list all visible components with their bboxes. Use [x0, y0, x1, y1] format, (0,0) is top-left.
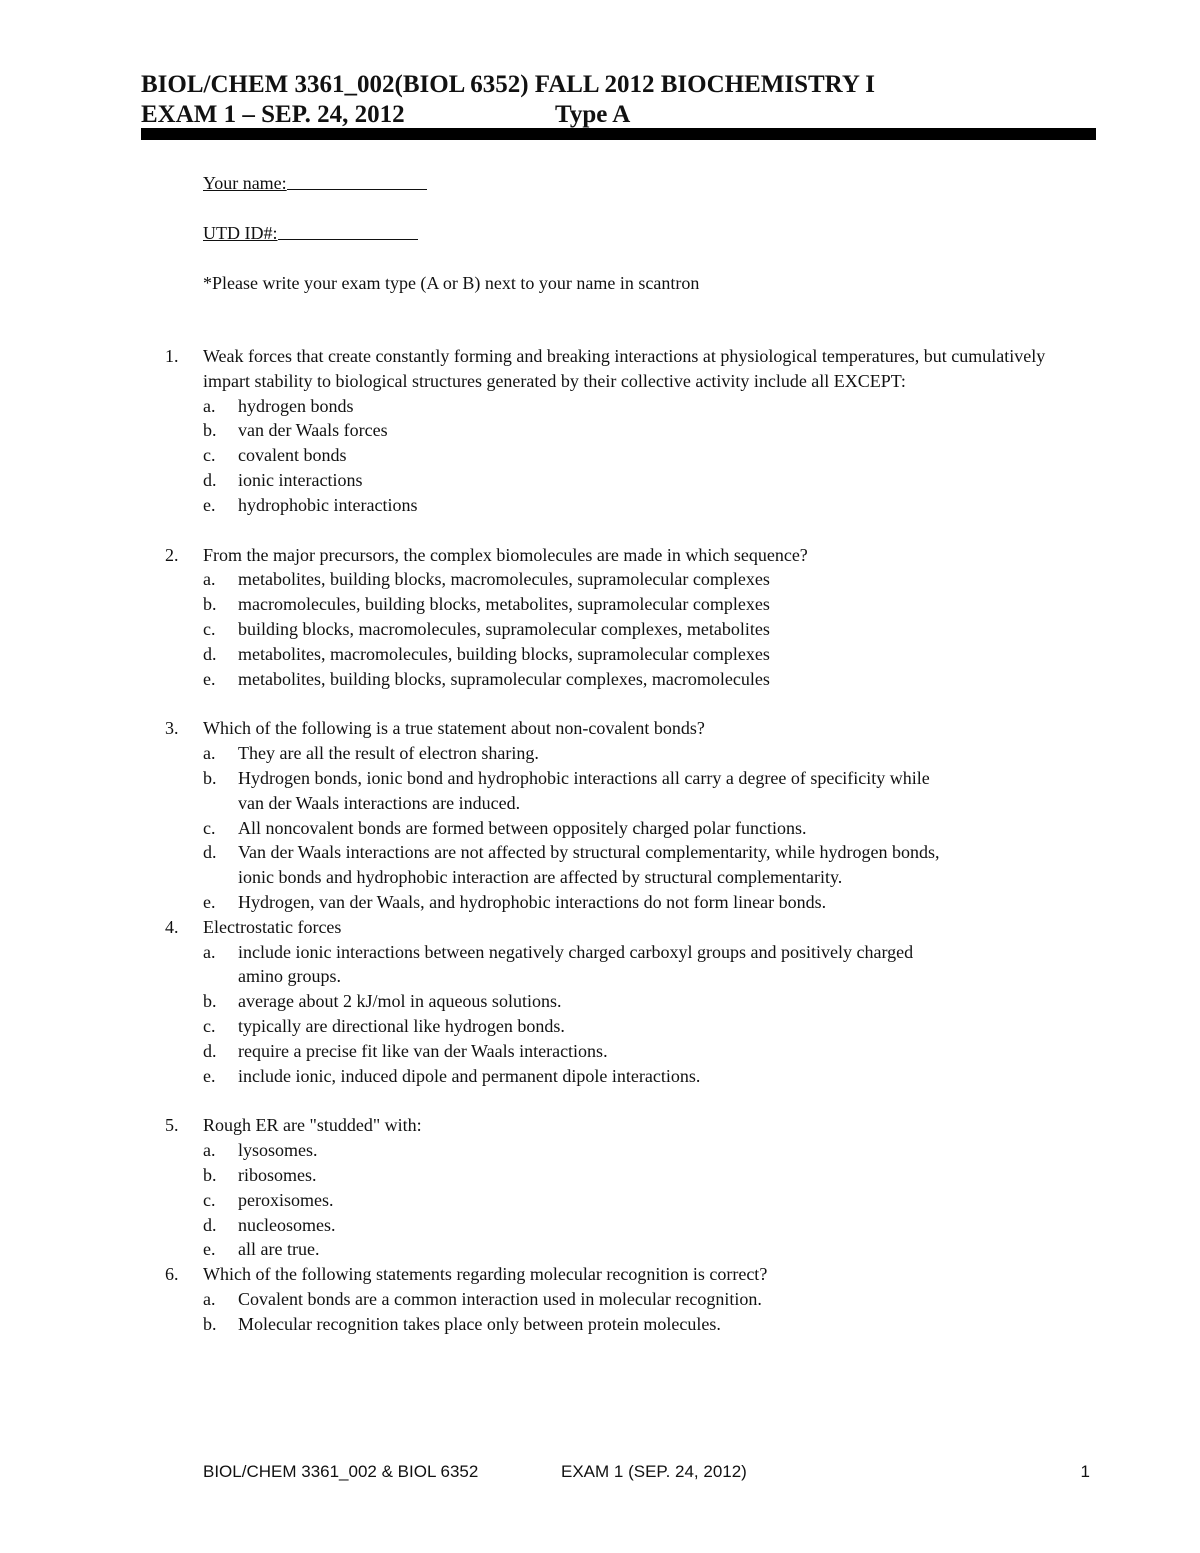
option — [203, 592, 1095, 617]
option-text: include ionic interactions between negatively charged carboxyl groups and positively charged amino groups. — [238, 941, 914, 987]
option-text: Molecular recognition takes place only between protein molecules. — [238, 1313, 721, 1334]
options — [203, 940, 1095, 1089]
option-text: All noncovalent bonds are formed between oppositely charged polar functions. — [238, 817, 807, 838]
exam-header — [141, 70, 1096, 130]
question-text: Weak forces that create constantly forming and breaking interactions at physiological temperatures, but cumulatively impart stability to biological structures generated by their collective activity include all EXCEPT: — [203, 346, 1046, 391]
option-text: macromolecules, building blocks, metabolites, supramolecular complexes — [238, 594, 770, 615]
option — [203, 890, 1095, 915]
option-text: nucleosomes. — [238, 1214, 336, 1235]
options — [203, 1138, 1095, 1262]
question-number: 4. — [165, 916, 179, 937]
option-text: Hydrogen bonds, ionic bond and hydrophobic interactions all carry a degree of specificity while van der Waals interactions are induced. — [238, 767, 930, 813]
question-text: Which of the following is a true statement about non-covalent bonds? — [203, 718, 705, 739]
option — [203, 1237, 1095, 1262]
option-letter: a. — [203, 1140, 216, 1161]
option-letter: c. — [203, 1015, 216, 1036]
option — [203, 1287, 1095, 1312]
option-text: metabolites, macromolecules, building blocks, supramolecular complexes — [238, 643, 770, 664]
page-number: 1 — [1080, 1462, 1090, 1481]
question-number: 2. — [165, 544, 179, 565]
option-letter: a. — [203, 1288, 216, 1309]
option — [203, 443, 1095, 468]
options — [203, 1287, 1095, 1337]
option-letter: e. — [203, 1065, 216, 1086]
option-text: lysosomes. — [238, 1140, 318, 1161]
option — [203, 840, 1095, 890]
option-text: all are true. — [238, 1239, 320, 1260]
option — [203, 1213, 1095, 1238]
option-text: building blocks, macromolecules, supramolecular complexes, metabolites — [238, 618, 770, 639]
options — [203, 741, 1095, 915]
id-blank[interactable] — [278, 221, 418, 240]
option-letter: a. — [203, 743, 216, 764]
question-4 — [165, 915, 1095, 1089]
header-rule — [141, 128, 1096, 140]
option-letter: d. — [203, 469, 217, 490]
option-text: Hydrogen, van der Waals, and hydrophobic interactions do not form linear bonds. — [238, 891, 827, 912]
question-number: 1. — [165, 346, 179, 366]
id-label: UTD ID#: — [203, 223, 278, 243]
option — [203, 989, 1095, 1014]
option-text: ionic interactions — [238, 469, 363, 490]
footer-exam: EXAM 1 (SEP. 24, 2012) — [561, 1462, 747, 1481]
options — [203, 567, 1095, 691]
question-number: 5. — [165, 1115, 179, 1136]
option — [203, 418, 1095, 443]
option — [203, 468, 1095, 493]
option — [203, 1039, 1095, 1064]
option — [203, 816, 1095, 841]
option-text: van der Waals forces — [238, 420, 388, 441]
option-letter: e. — [203, 1239, 216, 1260]
option-letter: c. — [203, 445, 216, 466]
option-letter: c. — [203, 618, 216, 639]
option — [203, 667, 1095, 692]
option-letter: d. — [203, 1040, 217, 1061]
question-1 — [165, 344, 1095, 518]
option-letter: e. — [203, 891, 216, 912]
question-text: Rough ER are "studded" with: — [203, 1115, 422, 1136]
option — [203, 766, 1095, 816]
question-list — [165, 344, 1095, 1336]
name-label: Your name: — [203, 173, 287, 193]
exam-date-line — [141, 100, 1096, 130]
question-text: Which of the following statements regarding molecular recognition is correct? — [203, 1264, 768, 1285]
option-letter: b. — [203, 1313, 217, 1334]
option — [203, 1138, 1095, 1163]
option-letter: b. — [203, 594, 217, 615]
course-title: BIOL/CHEM 3361_002(BIOL 6352) FALL 2012 BIOCHEMISTRY I — [141, 71, 875, 98]
exam-type-note: *Please write your exam type (A or B) next to your name in scantron — [203, 273, 700, 293]
option-text: hydrophobic interactions — [238, 494, 418, 515]
option-text: peroxisomes. — [238, 1189, 334, 1210]
option-text: include ionic, induced dipole and permanent dipole interactions. — [238, 1065, 701, 1086]
option-text: Covalent bonds are a common interaction used in molecular recognition. — [238, 1288, 762, 1309]
option-text: metabolites, building blocks, supramolecular complexes, macromolecules — [238, 668, 770, 689]
question-text: Electrostatic forces — [203, 916, 342, 937]
option-letter: d. — [203, 643, 217, 664]
option-text: covalent bonds — [238, 445, 347, 466]
id-field[interactable] — [203, 221, 427, 246]
name-field[interactable] — [203, 171, 427, 196]
option-letter: b. — [203, 767, 217, 788]
option — [203, 1188, 1095, 1213]
footer-course: BIOL/CHEM 3361_002 & BIOL 6352 — [203, 1462, 479, 1481]
name-blank[interactable] — [287, 171, 427, 190]
option-letter: b. — [203, 420, 217, 441]
option-letter: b. — [203, 1164, 217, 1185]
option — [203, 1064, 1095, 1089]
option-text: require a precise fit like van der Waals interactions. — [238, 1040, 608, 1061]
page-footer — [203, 1460, 1096, 1484]
question-6 — [165, 1262, 1095, 1336]
question-2 — [165, 543, 1095, 692]
option — [203, 1163, 1095, 1188]
option-letter: b. — [203, 991, 217, 1012]
student-fields — [203, 171, 427, 246]
option-text: average about 2 kJ/mol in aqueous solutions. — [238, 991, 562, 1012]
question-3 — [165, 716, 1095, 914]
question-5 — [165, 1113, 1095, 1262]
option — [203, 394, 1095, 419]
exam-date: EXAM 1 – SEP. 24, 2012 — [141, 101, 405, 128]
option-text: hydrogen bonds — [238, 395, 354, 416]
option-letter: a. — [203, 941, 216, 962]
option-letter: e. — [203, 494, 216, 515]
question-text: From the major precursors, the complex biomolecules are made in which sequence? — [203, 544, 808, 565]
option-text: metabolites, building blocks, macromolecules, supramolecular complexes — [238, 569, 770, 590]
exam-type: Type A — [555, 101, 631, 128]
option — [203, 1014, 1095, 1039]
option-text: ribosomes. — [238, 1164, 317, 1185]
option-letter: a. — [203, 395, 216, 416]
option — [203, 567, 1095, 592]
option-letter: d. — [203, 1214, 217, 1235]
option — [203, 642, 1095, 667]
option — [203, 617, 1095, 642]
option-letter: d. — [203, 842, 217, 863]
option-letter: e. — [203, 668, 216, 689]
option-text: They are all the result of electron sharing. — [238, 743, 539, 764]
option — [203, 1312, 1095, 1337]
option — [203, 940, 1095, 990]
question-number: 6. — [165, 1264, 179, 1285]
option — [203, 493, 1095, 518]
option-letter: c. — [203, 1189, 216, 1210]
option-letter: a. — [203, 569, 216, 590]
options — [203, 394, 1095, 518]
option-text: Van der Waals interactions are not affected by structural complementarity, while hydrogen bonds, ionic bonds and hydrophobic interaction are affected by structural complementarity. — [238, 842, 940, 888]
option — [203, 741, 1095, 766]
option-letter: c. — [203, 817, 216, 838]
option-text: typically are directional like hydrogen bonds. — [238, 1015, 565, 1036]
question-number: 3. — [165, 718, 179, 739]
